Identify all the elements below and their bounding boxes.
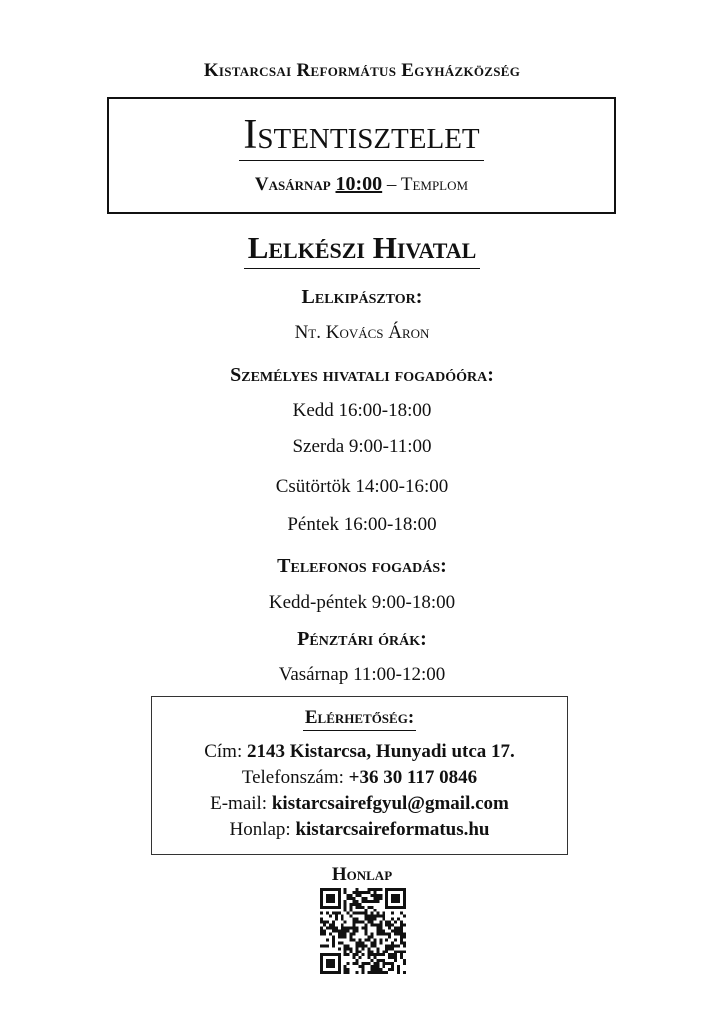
office-hours-item: Csütörtök 14:00-16:00 (275, 476, 449, 497)
office-hours-item: Szerda 9:00-11:00 (292, 436, 432, 457)
phone-reception-hours: Kedd-péntek 9:00-18:00 (268, 592, 456, 613)
contact-website-value[interactable]: kistarcsaireformatus.hu (295, 819, 490, 840)
contact-email-value[interactable]: kistarcsairefgyul@gmail.com (271, 793, 509, 814)
contact-title-text: Elérhetőség: (303, 707, 416, 731)
service-separator: – (386, 174, 397, 195)
contact-address-value: 2143 Kistarcsa, Hunyadi utca 17. (246, 741, 515, 762)
contact-address (152, 741, 567, 763)
office-title-text: Lelkészi Hivatal (244, 230, 481, 269)
contact-website (152, 819, 567, 841)
contact-website-label: Honlap: (229, 819, 291, 840)
contact-phone-value[interactable]: +36 30 117 0846 (348, 767, 478, 788)
office-hours-item: Péntek 16:00-18:00 (287, 514, 437, 535)
contact-address-label: Cím: (204, 741, 243, 762)
contact-phone (152, 767, 567, 789)
service-place: Templom (400, 174, 469, 195)
service-box (107, 97, 616, 214)
pastor-name: Nt. Kovács Áron (294, 322, 430, 343)
contact-phone-label: Telefonszám: (241, 767, 344, 788)
pastor-label: Lelkipásztor: (301, 286, 423, 308)
service-title-text: Istentisztelet (239, 112, 483, 161)
service-time-line (109, 173, 614, 196)
organization-name: Kistarcsai Református Egyházközség (203, 60, 521, 81)
service-day: Vasárnap (254, 174, 331, 195)
qr-code-icon[interactable] (320, 888, 406, 974)
office-hours-label: Személyes hivatali fogadóóra: (230, 364, 494, 386)
service-title (109, 113, 614, 157)
website-label: Honlap (331, 864, 393, 885)
service-time: 10:00 (335, 173, 383, 195)
contact-title (152, 707, 567, 729)
cashier-hours: Vasárnap 11:00-12:00 (278, 664, 446, 685)
contact-email-label: E-mail: (210, 793, 268, 814)
cashier-hours-label: Pénztári órák: (297, 628, 427, 650)
contact-email (152, 793, 567, 815)
office-hours-item: Kedd 16:00-18:00 (292, 400, 432, 421)
office-title (0, 230, 724, 266)
contact-box (151, 696, 568, 855)
phone-reception-label: Telefonos fogadás: (277, 555, 447, 577)
